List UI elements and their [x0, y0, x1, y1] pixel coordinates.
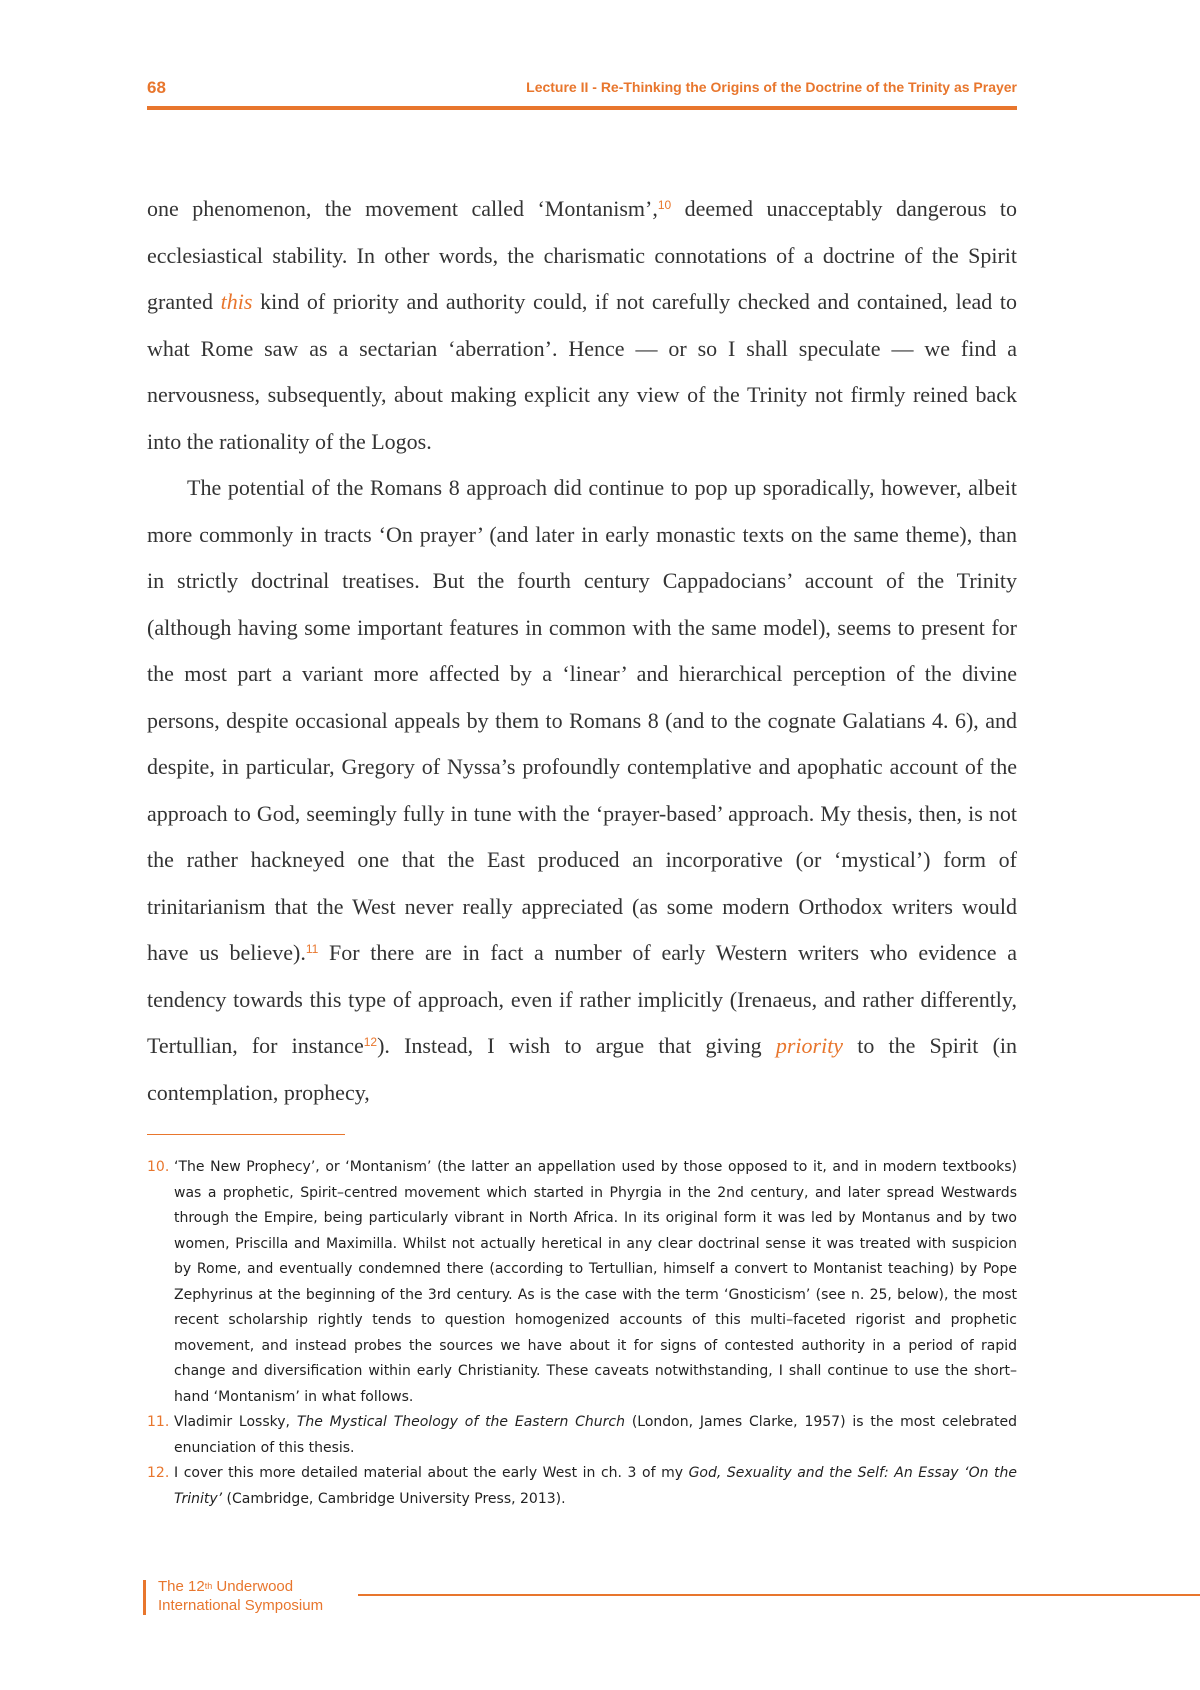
- footer-line-2: International Symposium: [158, 1597, 324, 1614]
- book-title: God, Sexuality and the Self: An Essay ‘On the Trinity’: [174, 1465, 1017, 1507]
- footnote-10: [147, 1155, 1017, 1410]
- paragraph-1: one phenomenon, the movement called ‘Montanism’,$^{10}$ deemed unacceptably dangerous to ecclesiastical stability. In other words, the charismatic connotations of a doctrine of the Spirit granted this kind of priority and authority could, if not carefully checked and contained, lead to what Rome saw as a sectarian ‘aberration’. Hence — or so I shall speculate — we find a nervousness, subsequently, about making explicit any view of the Trinity not firmly reined back into the rationality of the Logos.: [147, 196, 1017, 454]
- footnote-11: [147, 1410, 1017, 1461]
- emphasis-this: this: [220, 289, 253, 314]
- footnote-number: 11.: [147, 1414, 170, 1430]
- footnote-number: 10.: [147, 1159, 170, 1175]
- footnotes: [147, 1155, 1017, 1512]
- footer-accent-bar: [143, 1580, 146, 1615]
- emphasis-priority: priority: [775, 1033, 844, 1058]
- header-rule: [147, 106, 1017, 110]
- footnote-text: Vladimir Lossky, The Mystical Theology of the Eastern Church (London, James Clarke, 1957) is the most celebrated enunciation of this thesis.: [174, 1414, 1017, 1456]
- footnote-ref-10[interactable]: 10: [657, 198, 672, 212]
- footer-rule: [358, 1594, 1200, 1596]
- paragraph-2: The potential of the Romans 8 approach did continue to pop up sporadically, however, albeit more commonly in tracts ‘On prayer’ (and later in early monastic texts on the same theme), than in strictly doctrinal treatises. But the fourth century Cappadocians’ account of the Trinity (although having some important features in common with the same model), seems to present for the most part a variant more affected by a ‘linear’ and hierarchical perception of the divine persons, despite occasional appeals by them to Romans 8 (and to the cognate Galatians 4. 6), and despite, in particular, Gregory of Nyssa’s profoundly contemplative and apophatic account of the approach to God, seemingly fully in tune with the ‘prayer-based’ approach. My thesis, then, is not the rather hackneyed one that the East produced an incorporative (or ‘mystical’) form of trinitarianism that the West never really appreciated (as some modern Orthodox writers would have us believe).$^{11}$ For there are in fact a number of early Western writers who evidence a tendency towards this type of approach, even if rather implicitly (Irenaeus, and rather differently, Tertullian, for instance$^{12}$). Instead, I wish to argue that giving priority to the Spirit (in contemplation, prophecy,: [147, 475, 1018, 1105]
- footnote-12: [147, 1461, 1017, 1512]
- footer-symposium-label: [158, 1577, 323, 1615]
- footnote-number: 12.: [147, 1465, 170, 1481]
- page-number: 68: [147, 78, 166, 97]
- footer-line-1: The 12th Underwood: [158, 1578, 294, 1595]
- footnote-text: I cover this more detailed material about the early West in ch. 3 of my God, Sexuality and the Self: An Essay ‘On the Trinity’ (Cambridge, Cambridge University Press, 2013).: [174, 1465, 1017, 1507]
- footnote-ref-12[interactable]: 12: [363, 1035, 378, 1049]
- footnote-ref-11[interactable]: 11: [305, 942, 319, 956]
- footnote-text: ‘The New Prophecy’, or ‘Montanism’ (the latter an appellation used by those opposed to it, and in modern textbooks) was a prophetic, Spirit–centred movement which started in Phyrgia in the 2nd century, and later spread Westwards through the Empire, being particularly vibrant in North Africa. In its original form it was led by Montanus and by two women, Priscilla and Maximilla. Whilst not actually heretical in any clear doctrinal sense it was treated with suspicion by Rome, and eventually condemned there (according to Tertullian, himself a convert to Montanist teaching) by Pope Zephyrinus at the beginning of the 3rd century. As is the case with the term ‘Gnosticism’ (see n. 25, below), the most recent scholarship rightly tends to question homogenized accounts of this multi–faceted rigorist and prophetic movement, and instead probes the sources we have about it for signs of contested authority in a period of rapid change and diversification within early Christianity. These caveats notwithstanding, I shall continue to use the short–hand ‘Montanism’ in what follows.: [174, 1159, 1017, 1405]
- page-header: [147, 74, 1017, 102]
- footnote-separator: [147, 1134, 345, 1135]
- main-text: [147, 186, 1017, 1116]
- book-title: The Mystical Theology of the Eastern Church: [296, 1414, 625, 1430]
- running-title: Lecture II - Re-Thinking the Origins of the Doctrine of the Trinity as Prayer: [526, 79, 1017, 95]
